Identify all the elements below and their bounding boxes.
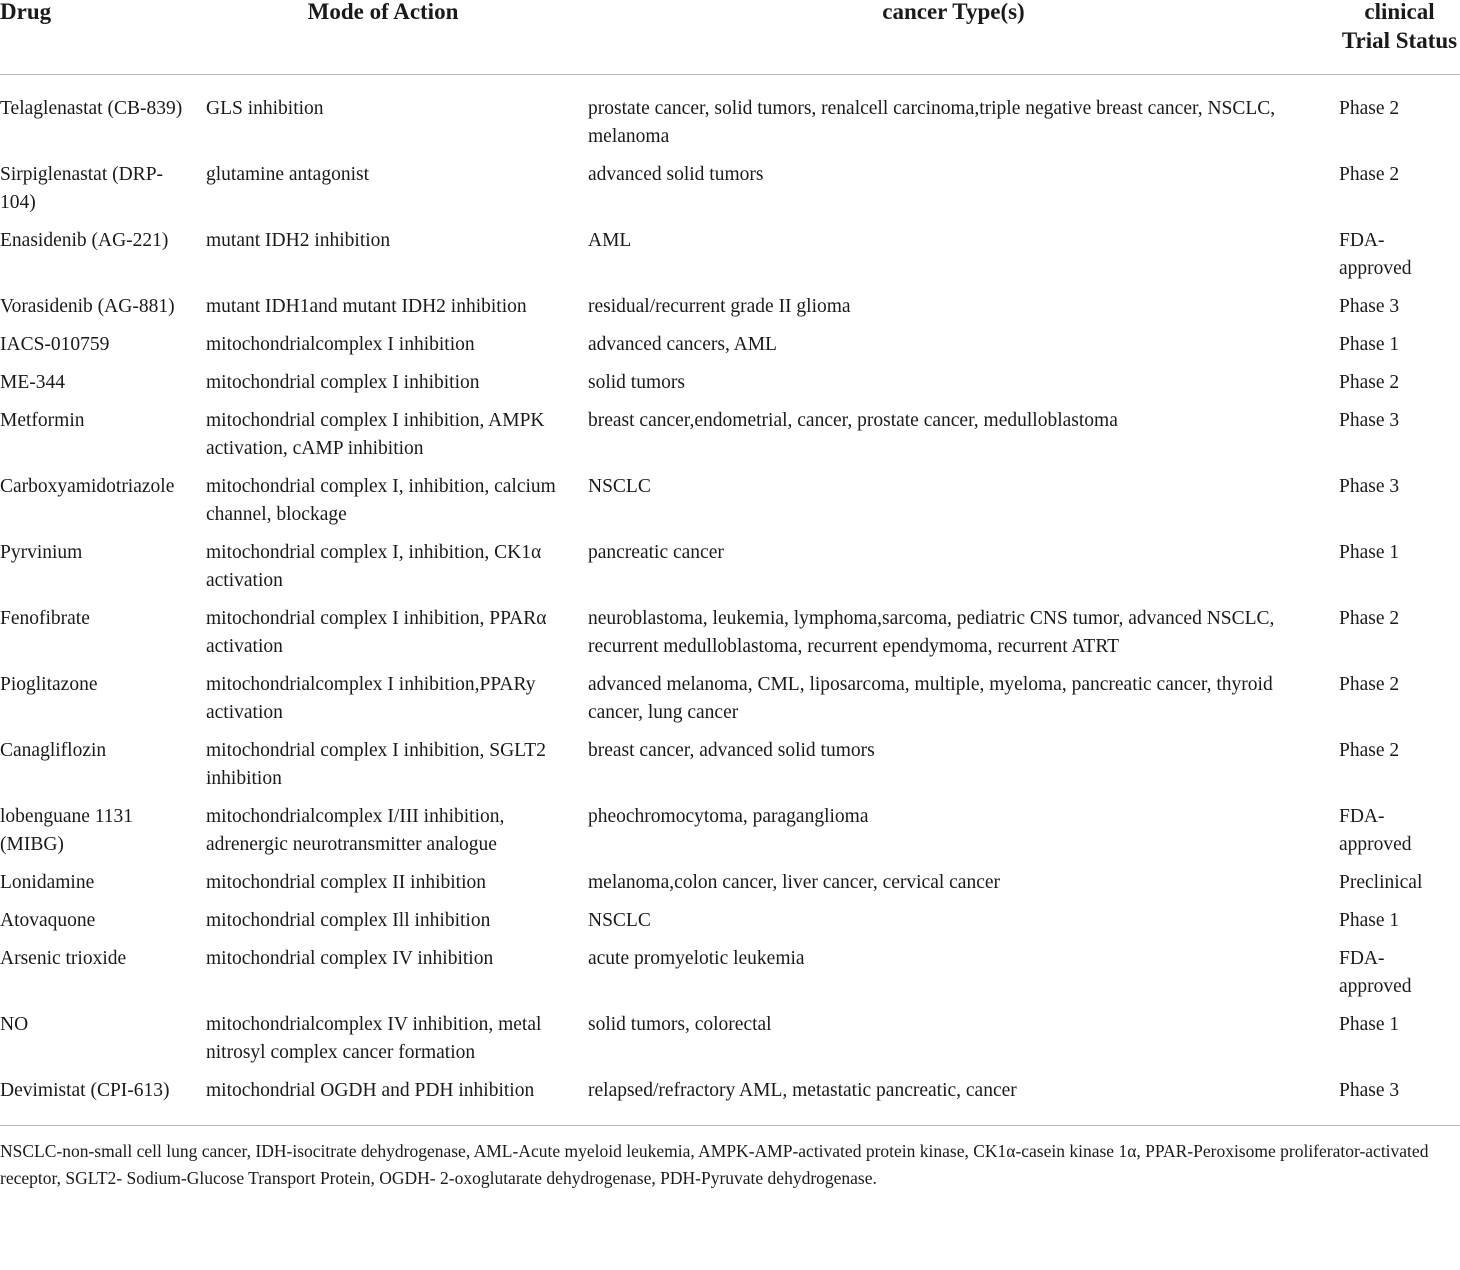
cell-trial-status: Phase 2 [1339,740,1400,761]
table-footer [0,1126,1460,1193]
cell-cancer-types: AML [588,230,632,251]
table-row [0,321,1460,359]
cell-drug: Arsenic trioxide [0,948,127,969]
cell-trial-status: Phase 2 [1339,98,1400,119]
cell-cancer-types: relapsed/refractory AML, metastatic pancreatic, cancer [588,1080,1017,1101]
cell-cancer-types: pancreatic cancer [588,542,724,563]
cell-trial-status: FDA-approved [1339,948,1412,997]
cell-drug: Vorasidenib (AG-881) [0,296,175,317]
cell-cancer-types: acute promyelotic leukemia [588,948,805,969]
cell-mode-of-action: mitochondrial OGDH and PDH inhibition [206,1080,535,1101]
cell-cancer-types: pheochromocytoma, paraganglioma [588,806,869,827]
cell-drug: Canagliflozin [0,740,107,761]
table-body [0,75,1460,1126]
cell-drug: Fenofibrate [0,608,90,629]
cell-drug: Lonidamine [0,872,95,893]
cell-cancer-types: breast cancer,endometrial, cancer, prostate cancer, medulloblastoma [588,410,1118,431]
cell-drug: Devimistat (CPI-613) [0,1080,170,1101]
table-row [0,859,1460,897]
cell-mode-of-action: mutant IDH1and mutant IDH2 inhibition [206,296,527,317]
cell-drug: NO [0,1014,29,1035]
cell-drug: lobenguane 1131 (MIBG) [0,806,134,855]
header-cancer-types: cancer Type(s) [588,0,1339,75]
cell-trial-status: Phase 1 [1339,542,1400,563]
cell-mode-of-action: mitochondrial complex I, inhibition, calcium channel, blockage [206,476,556,525]
cell-mode-of-action: mitochondrialcomplex IV inhibition, metal nitrosyl complex cancer formation [206,1014,542,1063]
cell-drug: Metformin [0,410,85,431]
cell-drug: ME-344 [0,372,65,393]
cell-mode-of-action: mitochondrial complex IV inhibition [206,948,494,969]
cell-trial-status: Phase 1 [1339,334,1400,355]
cell-mode-of-action: mutant IDH2 inhibition [206,230,391,251]
cell-mode-of-action: glutamine antagonist [206,164,370,185]
cell-drug: Pyrvinium [0,542,83,563]
cell-cancer-types: neuroblastoma, leukemia, lymphoma,sarcoma, pediatric CNS tumor, advanced NSCLC, recurrent medulloblastoma, recurrent ependymoma, recurrent ATRT [588,608,1275,657]
cell-mode-of-action: mitochondrial complex I inhibition, SGLT2 inhibition [206,740,546,789]
cell-trial-status: FDA-approved [1339,806,1412,855]
table-row [0,897,1460,935]
cell-drug: Carboxyamidotriazole [0,476,175,497]
table-header [0,0,1460,75]
cell-trial-status: Phase 2 [1339,372,1400,393]
cell-trial-status: Phase 3 [1339,1080,1400,1101]
header-row [0,0,1460,75]
cell-mode-of-action: mitochondrial complex I inhibition, AMPK activation, cAMP inhibition [206,410,545,459]
footnote-row [0,1126,1460,1193]
table-row [0,217,1460,283]
cell-cancer-types: prostate cancer, solid tumors, renalcell carcinoma,triple negative breast cancer, NSCLC, melanoma [588,98,1276,147]
cell-mode-of-action: mitochondrial complex II inhibition [206,872,486,893]
cell-mode-of-action: GLS inhibition [206,98,324,119]
cell-mode-of-action: mitochondrial complex Ill inhibition [206,910,491,931]
header-clinical-trial-status: clinical Trial Status [1339,0,1460,75]
table-row [0,463,1460,529]
cell-mode-of-action: mitochondrialcomplex I inhibition [206,334,475,355]
cell-mode-of-action: mitochondrialcomplex I inhibition,PPARy activation [206,674,536,723]
table-row [0,359,1460,397]
table-row [0,1001,1460,1067]
cell-mode-of-action: mitochondrial complex I inhibition, PPARα activation [206,608,547,657]
table-row [0,727,1460,793]
table-row [0,283,1460,321]
cell-trial-status: Preclinical [1339,872,1423,893]
table-row [0,595,1460,661]
table-row [0,397,1460,463]
cell-drug: Telaglenastat (CB-839) [0,98,183,119]
table-row [0,1067,1460,1126]
cell-mode-of-action: mitochondrial complex I, inhibition, CK1α activation [206,542,542,591]
table-row [0,661,1460,727]
cell-trial-status: Phase 1 [1339,910,1400,931]
cell-trial-status: Phase 1 [1339,1014,1400,1035]
table-row [0,151,1460,217]
cell-cancer-types: NSCLC [588,476,651,497]
cell-trial-status: Phase 3 [1339,296,1400,317]
header-mode-of-action: Mode of Action [206,0,588,75]
table-row [0,529,1460,595]
cell-cancer-types: advanced cancers, AML [588,334,777,355]
cell-cancer-types: melanoma,colon cancer, liver cancer, cervical cancer [588,872,1001,893]
cell-cancer-types: NSCLC [588,910,651,931]
cell-drug: Pioglitazone [0,674,98,695]
cell-drug: Enasidenib (AG-221) [0,230,169,251]
cell-mode-of-action: mitochondrial complex I inhibition [206,372,480,393]
cell-trial-status: Phase 3 [1339,410,1400,431]
cell-drug: Atovaquone [0,910,96,931]
cell-trial-status: Phase 2 [1339,674,1400,695]
cell-trial-status: FDA-approved [1339,230,1412,279]
header-drug: Drug [0,0,206,75]
cell-trial-status: Phase 3 [1339,476,1400,497]
table-row [0,935,1460,1001]
table-row [0,793,1460,859]
table-footnote: NSCLC-non-small cell lung cancer, IDH-isocitrate dehydrogenase, AML-Acute myeloid leukemia, AMPK-AMP-activated protein kinase, CK1α-casein kinase 1α, PPAR-Peroxisome proliferator-activated receptor, SGLT2- Sodium-Glucose Transport Protein, OGDH- 2-oxoglutarate dehydrogenase, PDH-Pyruvate dehydrogenase. [0,1126,1460,1193]
cell-trial-status: Phase 2 [1339,608,1400,629]
cell-mode-of-action: mitochondrialcomplex I/III inhibition, adrenergic neurotransmitter analogue [206,806,505,855]
cell-cancer-types: residual/recurrent grade II glioma [588,296,851,317]
cell-cancer-types: solid tumors, colorectal [588,1014,772,1035]
cell-cancer-types: advanced melanoma, CML, liposarcoma, multiple, myeloma, pancreatic cancer, thyroid cancer, lung cancer [588,674,1273,723]
cell-cancer-types: advanced solid tumors [588,164,764,185]
cell-drug: Sirpiglenastat (DRP-104) [0,164,164,213]
cell-drug: IACS-010759 [0,334,110,355]
cell-cancer-types: solid tumors [588,372,685,393]
cell-trial-status: Phase 2 [1339,164,1400,185]
table-row [0,75,1460,152]
cell-cancer-types: breast cancer, advanced solid tumors [588,740,875,761]
